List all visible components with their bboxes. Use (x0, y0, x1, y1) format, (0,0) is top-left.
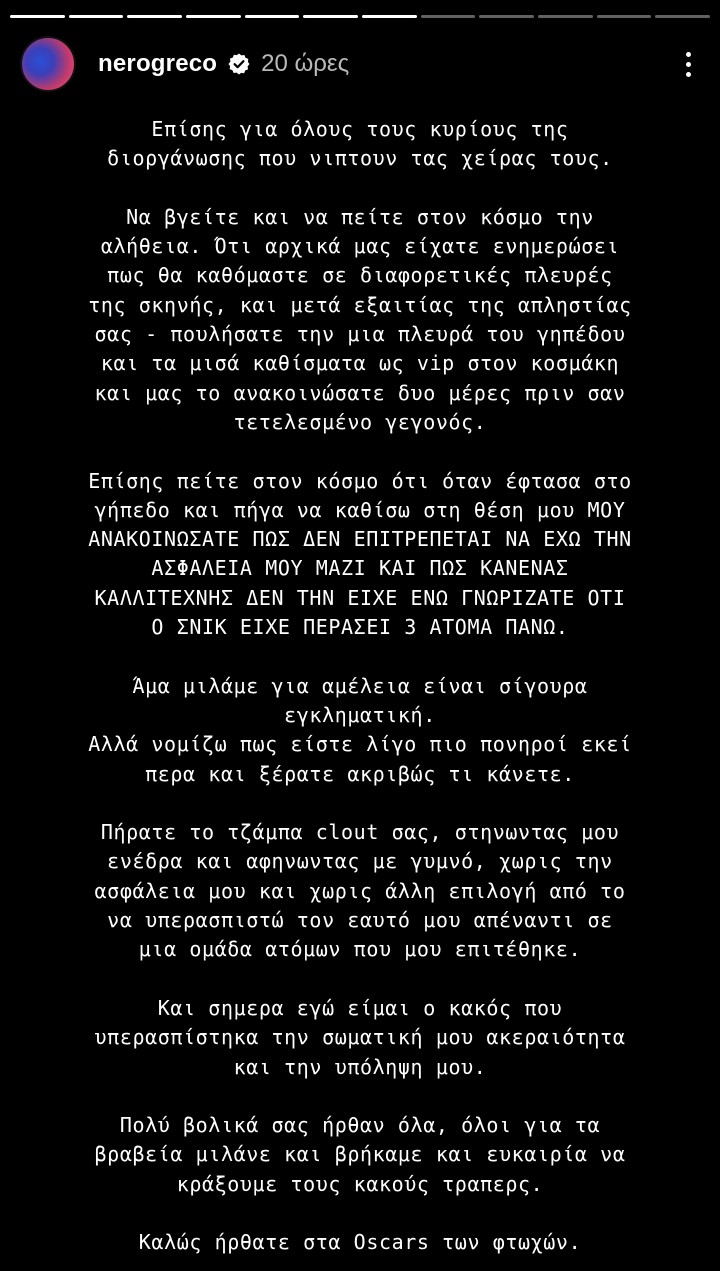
story-text-line: σας - πουλήσατε την μια πλευρά του γηπέδου (94, 322, 626, 347)
story-text-line: ΚΑΛΛΙΤΕΧΝΗΣ ΔΕΝ ΤΗΝ ΕΙΧΕ ΕΝΩ ΓΝΩΡΙΖΑΤΕ ΟΤΙ (94, 585, 626, 610)
story-text-line: και μας το ανακοινώσατε δυο μέρες πριν σαν (94, 380, 626, 405)
progress-segment (538, 15, 593, 18)
paragraph-spacer (10, 1199, 710, 1228)
story-text-line: Επίσης πείτε στον κόσμο ότι όταν έφτασα στο (88, 468, 632, 493)
progress-segment (245, 15, 300, 18)
story-text-line: Άμα μιλάμε για αμέλεια είναι σίγουρα (132, 673, 588, 698)
story-text-line: διοργάνωσης που νιπτουν τας χείρας τους. (107, 146, 613, 171)
story-text-line: ασφάλεια μου και χωρις άλλη επιλογή από το (94, 878, 626, 903)
story-text-line: ενέδρα και αφηνωντας με γυμνό, χωρις την (107, 849, 613, 874)
progress-segment (597, 15, 652, 18)
story-text-line: Πολύ βολικά σας ήρθαν όλα, όλοι για τα (119, 1113, 601, 1138)
story-text-line: Επίσης για όλους τους κυρίους της (151, 117, 569, 141)
progress-segment (362, 15, 417, 18)
story-paragraph (10, 818, 710, 964)
story-text-line: Και σημερα εγώ είμαι ο κακός που (157, 995, 563, 1020)
paragraph-spacer (10, 174, 710, 203)
progress-segment (186, 15, 241, 18)
story-text-line: περα και ξέρατε ακριβώς τι κάνετε. (145, 761, 575, 786)
story-text-line: υπερασπίστηκα την σωματική μου ακεραιότητα (94, 1025, 626, 1050)
progress-segment (479, 15, 534, 18)
progress-segment (655, 15, 710, 18)
story-text-line: βραβεία μιλάνε και βρήκαμε και ευκαιρία να (94, 1142, 626, 1167)
paragraph-spacer (10, 437, 710, 466)
story-text-line: πως θα καθόμαστε σε διαφορετικές πλευρές (107, 263, 613, 288)
story-text-content (10, 115, 710, 1258)
progress-segment (69, 15, 124, 18)
story-text-line: εγκληματική. (284, 702, 436, 727)
story-text-line: και τα μισά καθίσματα ως vip στον κοσμάκη (100, 351, 620, 376)
story-paragraph (10, 467, 710, 643)
story-text-line: και την υπόληψη μου. (233, 1054, 487, 1079)
story-progress-bar (10, 15, 710, 18)
story-paragraph (10, 994, 710, 1082)
avatar[interactable] (20, 36, 76, 92)
progress-segment (10, 15, 65, 18)
more-options-icon[interactable] (676, 44, 700, 84)
progress-segment (421, 15, 476, 18)
story-text-line: κράξουμε τους κακούς τραπερς. (176, 1171, 544, 1196)
story-timestamp: 20 ώρες (261, 50, 350, 77)
story-text-line: αλήθεια. Ότι αρχικά μας είχατε ενημερώσει (100, 234, 620, 259)
story-text-line: να υπερασπιστώ τον εαυτό μου απέναντι σε (107, 908, 613, 933)
story-paragraph (10, 115, 710, 174)
story-text-line: της σκηνής, και μετά εξαιτίας της απληστίας (88, 292, 632, 317)
story-paragraph (10, 672, 710, 789)
story-text-line: μια ομάδα ατόμων που μου επιτέθηκε. (138, 937, 582, 962)
story-text-line: ΑΣΦΑΛΕΙΑ ΜΟΥ ΜΑΖΙ ΚΑΙ ΠΩΣ ΚΑΝΕΝΑΣ (151, 556, 569, 581)
progress-segment (127, 15, 182, 18)
story-text-line: ΑΝΑΚΟΙΝΩΣΑΤΕ ΠΩΣ ΔΕΝ ΕΠΙΤΡΕΠΕΤΑΙ ΝΑ ΕΧΩ ΤΗΝ (88, 527, 632, 552)
story-text-line: Καλώς ήρθατε στα Oscars των φτωχών. (138, 1230, 582, 1255)
verified-badge-icon (227, 52, 251, 76)
progress-segment (303, 15, 358, 18)
story-text-line: Πήρατε το τζάμπα clout σας, στηνωντας μου (100, 820, 620, 845)
story-text-line: γήπεδο και πήγα να καθίσω στη θέση μου ΜΟΥ (94, 497, 626, 522)
story-paragraph (10, 1228, 710, 1257)
story-text-line: τετελεσμένο γεγονός. (233, 409, 487, 434)
story-text-line: Αλλά νομίζω πως είστε λίγο πιο πονηροί εκεί (88, 732, 632, 757)
story-paragraph (10, 203, 710, 437)
story-header (20, 36, 700, 92)
username[interactable]: nerogreco (98, 50, 218, 77)
story-paragraph (10, 1111, 710, 1199)
story-text-line: Να βγείτε και να πείτε στον κόσμο την (126, 204, 594, 229)
paragraph-spacer (10, 965, 710, 994)
story-text-line: Ο ΣΝΙΚ ΕΙΧΕ ΠΕΡΑΣΕΙ 3 ΑΤΟΜΑ ΠΑΝΩ. (151, 615, 569, 640)
paragraph-spacer (10, 789, 710, 818)
paragraph-spacer (10, 642, 710, 671)
paragraph-spacer (10, 1082, 710, 1111)
